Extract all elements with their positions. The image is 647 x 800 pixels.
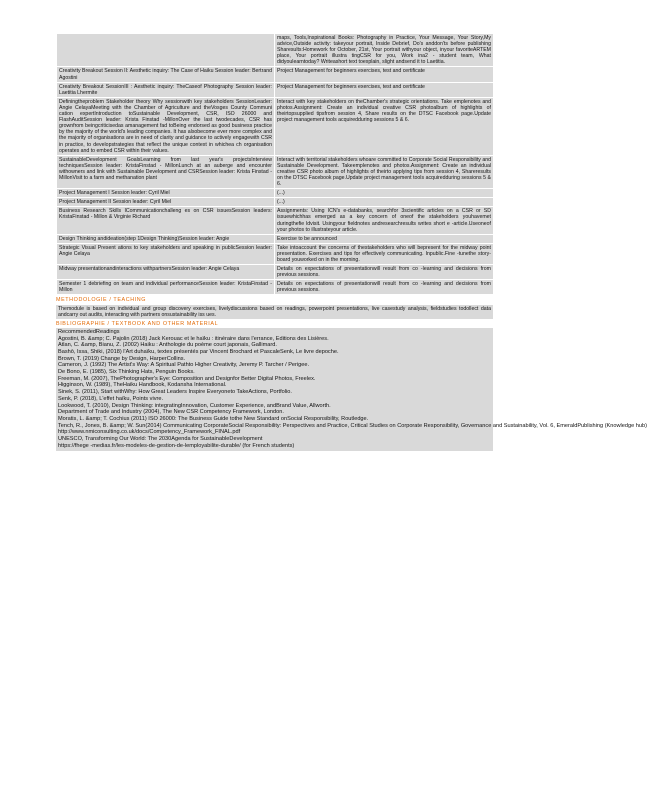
- table-row: [57, 198, 494, 207]
- session-cell: Semester 1 debriefing on team and individual performanceSession leader: KristaFinstad - Millon: [57, 280, 275, 295]
- table-row: [57, 34, 494, 67]
- activity-cell: Take intoaccount the concerns of thestakeholders who will bepresent for the midway point presentation. Exercises and tips for effectively communicating. Inpublic.Fine -tunethe story-board youworked on in the morning.: [275, 243, 494, 264]
- reference-item: De Bono, E. (1985), Six Thinking Hats, Penguin Books.: [58, 369, 195, 376]
- session-cell: SustainableDevelopment GoalsLearning from last year's projectsInterview techniquesSession leader: KristaFinstad - MillonLunch at an auberge and encounter withowners and link with Sustainable Development and CSRSession leader: Krista Finstad -MillonVisit to a farm and methanation plant: [57, 155, 275, 188]
- methodology-text: Themodule is based on individual and group discovery exercises, livelydiscussions based on readings, powerpoint presentations, live casestudy analysis, fieldstudies todollect data andcarry out audits, interacting with partners onsustainability iss ues.: [58, 305, 491, 318]
- table-row: [57, 207, 494, 234]
- reference-item: Senk, P. (2018), L'effet haïku, Points vivre.: [58, 395, 164, 402]
- schedule-rows: [57, 34, 494, 295]
- reference-item: Agostini, B. &amp; C. Pajolin (2018) Jack Kerouac et le haïku : itinéraire dans l'errance, Editions des Lisières.: [58, 335, 329, 342]
- session-cell: Creativity Breakout Session II: Aesthetic inquiry: The Case of Haiku Session leader: Bertrand Agostini: [57, 67, 275, 82]
- document-page: [56, 33, 647, 451]
- activity-cell: Details on expectations of presentationwill result from co -learning and decisions from previous sessions.: [275, 265, 494, 280]
- bibliography-heading: BIBLIOGRAPHIE / TEXTBOOK AND OTHER MATERIAL: [56, 320, 219, 327]
- table-row: [57, 234, 494, 243]
- reference-item: Sinek, S. (2011), Start withWhy: How Great Leaders Inspire Everyoneto TakeActions, Portfolio.: [58, 389, 292, 396]
- activity-cell: (...): [275, 189, 494, 198]
- reference-item: Moratis, L. &amp; T. Cochius (2011) ISO 26000: The Business Guide tothe New Standard onSocial Responsibility, Routledge.: [58, 415, 369, 422]
- methodology-heading: METHODOLOGIE / TEACHING: [56, 297, 147, 304]
- reference-item: Atlan, C. &amp, Bianu, Z. (2002) Haiku : Anthologie du poème court japonais, Gallimard.: [58, 342, 277, 349]
- reference-item: Cameron, J. (1992) The Artist's Way: A Spiritual Pathto Higher Creativity, Jeremy P. Tarcher / Perigee.: [58, 362, 310, 369]
- session-cell: Design Thinking andideation(step 1Design Thinking)Session leader: Angie: [57, 234, 275, 243]
- schedule-table: [56, 33, 494, 295]
- session-cell: Strategic Visual Present ations to key stakeholders and speaking in publicSession leader: Angie Celaya: [57, 243, 275, 264]
- session-cell: Midway presentationandinteractions withpartnersSession leader: Angie Celaya: [57, 265, 275, 280]
- session-cell: Project Management II Session leader: Cyril Miel: [57, 198, 275, 207]
- activity-cell: Exercise to be announced: [275, 234, 494, 243]
- session-cell: Creativity Breakout SessionIII : Aesthetic inquiry: TheCaseof Photography Session leader: Laetitia Lhermite: [57, 82, 275, 97]
- session-cell: [57, 34, 275, 67]
- bibliography-list: [56, 328, 647, 451]
- reference-item: http://www.nmiconsulting.co.uk/docs/Competency_Framework_FINAL.pdf: [58, 429, 241, 436]
- session-cell: Definingtheproblem Stakeholder theory Why sessionwith key stakeholders SessionLeader: Angie CelayaMeeting with the Chamber of Agriculture and theVosges County Communi cation expertIntroduction toSustainable Development, CSR, ISO 26000 and FlashAuditSession leader: Krista Finstad -MillonOver the last twodecades, CSR has grownfrom beingcriticisedas amanagement fad toBeing endorsed as good business practice by the majority of the world's leading companies. It has alsobecome ever more complex and the majority of organisations are in need of clarity and guidance to actively engagewith CSR in practice, to developstrategies that reflect the unique context in whichea ch organisation operates and to embed CSR within their values.: [57, 97, 275, 155]
- reference-item: Brown, T. (2019) Change by Design, HarperCollins.: [58, 355, 186, 362]
- table-row: [57, 82, 494, 97]
- reference-item: Tench, R., Jones, B. &amp; W. Sun(2014) Communicating CorporateSocial Responsibility: Perspectives and Practice, Critical Studies on Corporate Responsibility, Governance and Sustainability, Vol. 6, EmeraldPublishing (Knowledge hub): [58, 422, 647, 429]
- table-row: [57, 280, 494, 295]
- reference-item: RecommendedReadings: [58, 328, 120, 335]
- table-row: [57, 189, 494, 198]
- reference-item: https://fhege -medias.fr/les-modeles-de-gestion-de-lemployabilite-durable/ (for French students): [58, 442, 295, 449]
- table-row: [57, 155, 494, 188]
- activity-cell: Assignments: Using ICN's e-databanks, searchfor 3scientific articles on a CSR or SD issuewhichhas emerged as a key concern of oneof the stakeholders youhavemet duringthefie ldvisit. Usingyour fieldnotes andresearchresults writes short e -article.Useoneof your photos to illustrateyour article.: [275, 207, 494, 234]
- reference-item: Bashō, Issa, Shiki, (2018) l'Art duhaïku, textes présentés par Vincent Brochard et PascaleSenk, Le livre depoche.: [58, 348, 339, 355]
- activity-cell: Project Management for beginners exercises, test and certificate: [275, 67, 494, 82]
- table-row: [57, 243, 494, 264]
- session-cell: Business Research Skills ICommunicationchalleng es on CSR issuesSession leaders: KristaFinstad - Millon & Virginie Richard: [57, 207, 275, 234]
- activity-cell: (...): [275, 198, 494, 207]
- reference-item: Higginson, W. (1989), TheHaiku Handbook, Kodansha International.: [58, 382, 227, 389]
- activity-cell: maps, Tools,Inspirational Books: Photography in Practice, Your Message, Your Story,My advice,Outside activity: takeyour portrait, Inside Debrief, Do's anddon'ts before publishing Sharesults:Homework for October, 21st, Your portrait withyour object, inyour favoriteARTEM place, Your portrait illustra tingCSR for you, Work ina2 - student team, What didyoulearntoday? Writeashort text toexplain, slight andsend it to Laetitia.: [275, 34, 494, 67]
- activity-cell: Interact with territorial stakeholders whoare committed to Corporate Social Responsibility and Sustainable Development. Takeemplenotes and photos.Assignment: Create an individual creative CSR photo album of highlights of theirto applying tips from session 4, Shareresults on the DTSC Facebook page.Update project management tools acquiredduring sessions 5 & 6.: [275, 155, 494, 188]
- reference-item: Department of Trade and Industry (2004), The New CSR Competency Framework, London.: [58, 409, 284, 416]
- activity-cell: Interact with key stakeholders on theChamber's strategic orientations. Take emplenotes and photos.Assignment: Create an individual creative CSR photoalbum of highlights of theirtopsupplied tipsfrom session 4, Share results on the DTSC Facebook page.Update project management tools acquiredduring sessions 5 & 6.: [275, 97, 494, 155]
- activity-cell: Details on expectations of presentationwill result from co -learning and decisions from previous sessions.: [275, 280, 494, 295]
- reference-item: Lookwood, T. (2010), Design Thinking: integratingInnovation, Customer Experience, andBrand Value, Allworth.: [58, 402, 331, 409]
- table-row: [57, 67, 494, 82]
- table-row: [57, 265, 494, 280]
- reference-item: Freeman, M. (2007), ThePhotographer's Eye: Composition and Designfor Better Digital Photos, Freelex.: [58, 375, 316, 382]
- reference-item: UNESCO, Transforming Our World: The 2030Agenda for SustainableDevelopment: [58, 436, 263, 443]
- activity-cell: Project Management for beginners exercises, test and certificate: [275, 82, 494, 97]
- session-cell: Project Management I Session leader: Cyril Miel: [57, 189, 275, 198]
- table-row: [57, 97, 494, 155]
